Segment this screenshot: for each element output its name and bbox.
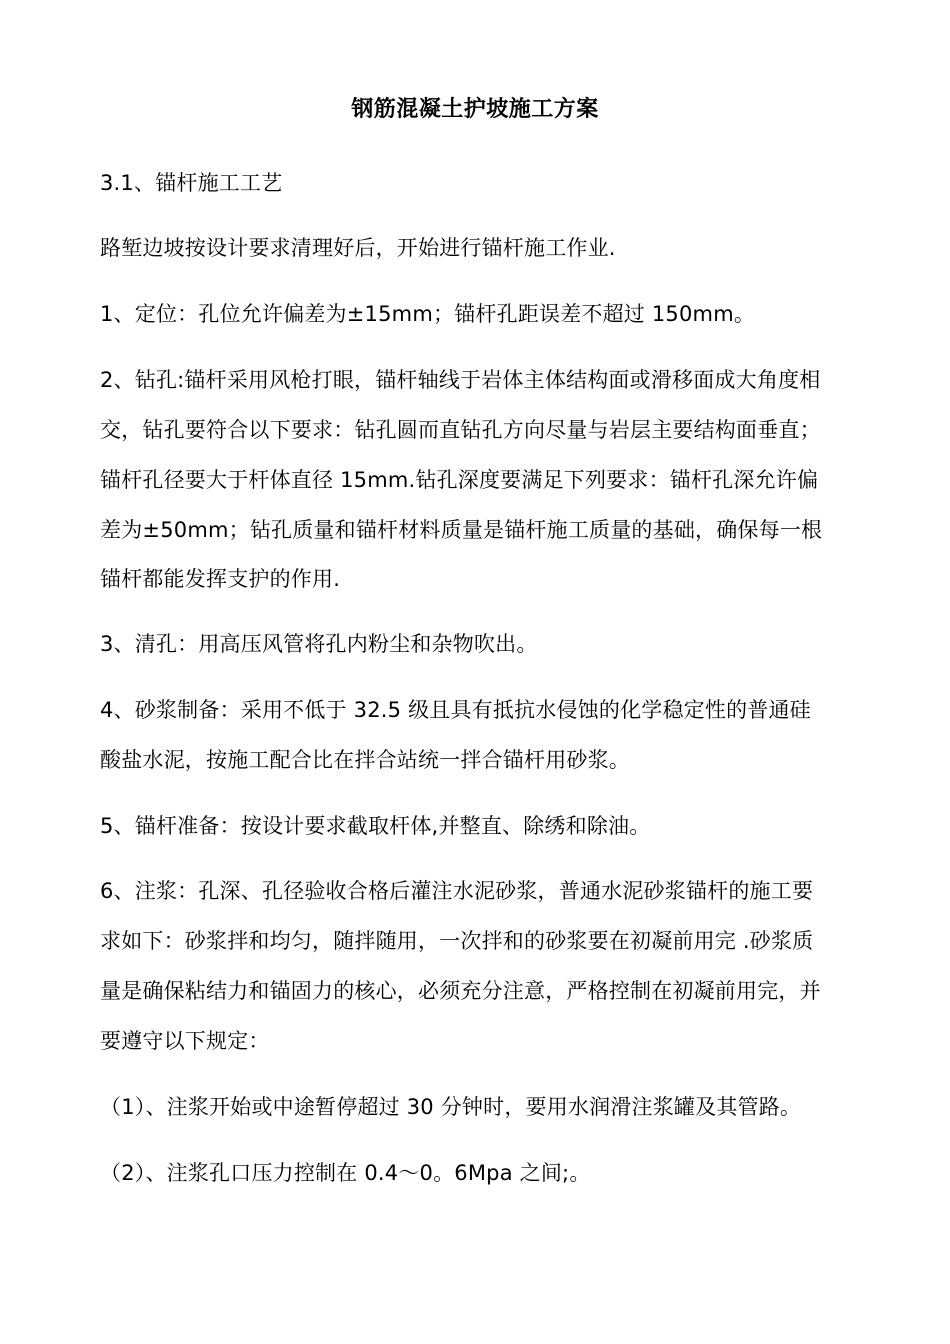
item-6-grouting-line-2: 求如下：砂浆拌和均匀，随拌随用，一次拌和的砂浆要在初凝前用完 .砂浆质 bbox=[100, 929, 814, 953]
document-title: 钢筋混凝土护坡施工方案 bbox=[351, 97, 599, 122]
item-3-hole-cleaning: 3、清孔：用高压风管将孔内粉尘和杂物吹出。 bbox=[100, 632, 538, 656]
item-6-grouting-line-4: 要遵守以下规定： bbox=[100, 1029, 270, 1053]
item-2-drilling-line-4: 差为±50mm；钻孔质量和锚杆材料质量是锚杆施工质量的基础，确保每一根 bbox=[100, 518, 823, 542]
item-6-grouting-line-1: 6、注浆：孔深、孔径验收合格后灌注水泥砂浆，普通水泥砂浆锚杆的施工要 bbox=[100, 879, 814, 903]
item-2-drilling-line-2: 交，钻孔要符合以下要求：钻孔圆而直钻孔方向尽量与岩层主要结构面垂直； bbox=[100, 418, 821, 442]
sub-item-1: （1）、注浆开始或中途暂停超过 30 分钟时，要用水润滑注浆罐及其管路。 bbox=[100, 1095, 802, 1119]
item-5-bolt-preparation: 5、锚杆准备：按设计要求截取杆体,并整直、除绣和除油。 bbox=[100, 814, 651, 838]
item-6-grouting-line-3: 量是确保粘结力和锚固力的核心，必须充分注意，严格控制在初凝前用完，并 bbox=[100, 979, 821, 1003]
sub-item-2: （2）、注浆孔口压力控制在 0.4～0。6Mpa 之间;。 bbox=[100, 1161, 591, 1185]
item-2-drilling-line-3: 锚杆孔径要大于杆体直径 15mm.钻孔深度要满足下列要求：锚杆孔深允许偏 bbox=[100, 468, 819, 492]
item-2-drilling-line-5: 锚杆都能发挥支护的作用. bbox=[100, 567, 341, 591]
item-2-drilling-line-1: 2、钻孔:锚杆采用风枪打眼，锚杆轴线于岩体主体结构面或滑移面成大角度相 bbox=[100, 368, 821, 392]
paragraph-intro: 路堑边坡按设计要求清理好后，开始进行锚杆施工作业. bbox=[100, 236, 616, 260]
item-1-positioning: 1、定位：孔位允许偏差为±15mm；锚杆孔距误差不超过 150mm。 bbox=[100, 302, 756, 326]
item-4-mortar-line-1: 4、砂浆制备：采用不低于 32.5 级且具有抵抗水侵蚀的化学稳定性的普通硅 bbox=[100, 698, 811, 722]
section-heading: 3.1、锚杆施工工艺 bbox=[100, 171, 283, 195]
item-4-mortar-line-2: 酸盐水泥，按施工配合比在拌合站统一拌合锚杆用砂浆。 bbox=[100, 748, 630, 772]
